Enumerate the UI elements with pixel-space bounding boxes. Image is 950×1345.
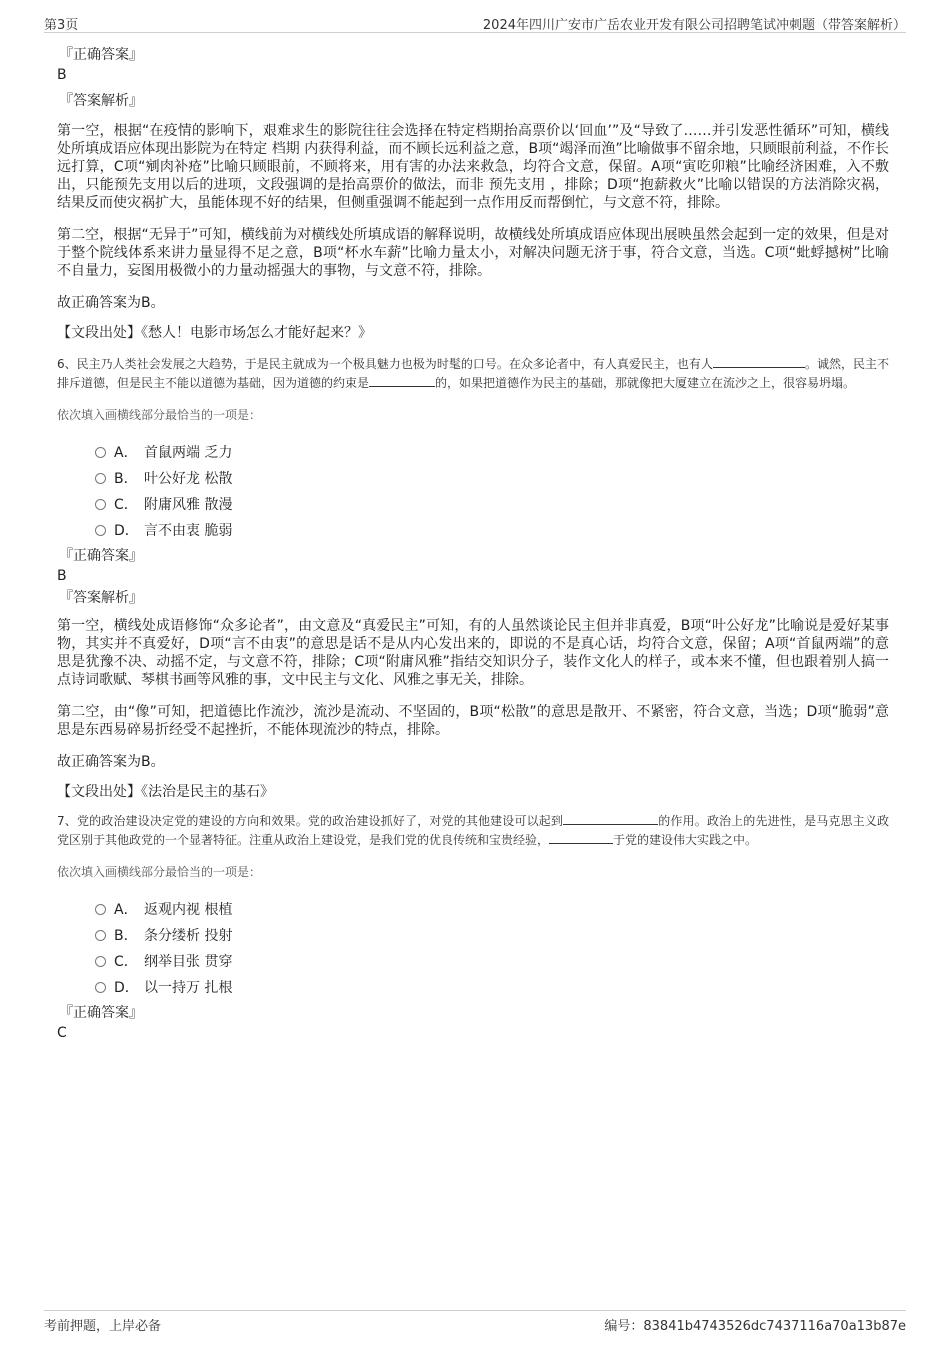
source-title: 《愁人！电影市场怎么才能好起来？》 <box>141 325 372 341</box>
radio-button[interactable] <box>95 982 106 993</box>
q5-source <box>57 323 889 343</box>
q5-analysis-paragraph: 第一空，根据“在疫情的影响下，艰难求生的影院往往会选择在特定档期抬高票价以‘回血’”及“导致了……并引发恶性循环”可知，横线处所填成语应体现出影院为在特定 档期 内获得利益，而不顾长远利益之意，B项“竭泽而渔”比喻做事不留余地，只顾眼前利益，不作长远打算，C项“剜肉补疮”比喻只顾眼前，不顾将来，用有害的办法来救急，均符合文意，保留。A项“寅吃卯粮”比喻经济困难，入不敷出，只能预先支用以后的进项，文段强调的是抬高票价的做法，而非 预先支用 ，排除；D项“抱薪救火”比喻以错误的方法消除灾祸，结果反而使灾祸扩大，虽能体现不好的结果，但侧重强调不能起到一点作用反而帮倒忙，与文意不符，排除。 <box>57 123 889 211</box>
footer-slogan: 考前押题，上岸必备 <box>44 1319 162 1334</box>
q5-conclusion: 故正确答案为B。 <box>57 295 165 311</box>
page-footer <box>44 1310 906 1333</box>
q7-option-d[interactable]: D． 以一持万 扎根 <box>95 975 889 1001</box>
q6-option-b[interactable]: B． 叶公好龙 松散 <box>95 466 889 492</box>
radio-button[interactable] <box>95 930 106 941</box>
page-content <box>57 45 889 1043</box>
q6-answer-letter: B <box>57 568 67 584</box>
document-title: 2024年四川广安市广岳农业开发有限公司招聘笔试冲刺题（带答案解析） <box>482 18 906 33</box>
q7-option-a[interactable]: A． 返观内视 根植 <box>95 897 889 923</box>
q7-option-b[interactable]: B． 条分缕析 投射 <box>95 923 889 949</box>
q5-answer-letter: B <box>57 67 67 83</box>
q6-source <box>57 782 889 802</box>
radio-button[interactable] <box>95 447 106 458</box>
q6-analysis-label: 『答案解析』 <box>59 590 143 606</box>
q6-option-d[interactable]: D． 言不由衷 脆弱 <box>95 518 889 544</box>
q6-analysis-paragraph: 第一空，横线处成语修饰“众多论者”，由文意及“真爱民主”可知，有的人虽然谈论民主但并非真爱，B项“叶公好龙”比喻说是爱好某事物，其实并不真爱好，D项“言不由衷”的意思是话不是从内心发出来的，即说的不是真心话，均符合文意，保留；A项“首鼠两端”的意思是犹豫不决、动摇不定，与文意不符，排除；C项“附庸风雅”指结交知识分子，装作文化人的样子，或本来不懂，但也跟着别人搞一点诗词歌赋、琴棋书画等风雅的事，文中民主与文化、风雅之事无关，排除。 <box>57 618 889 688</box>
q6-options <box>95 440 889 544</box>
radio-button[interactable] <box>95 499 106 510</box>
q6-blank-2 <box>369 374 435 387</box>
q6-option-c[interactable]: C． 附庸风雅 散漫 <box>95 492 889 518</box>
page-header <box>44 12 906 33</box>
source-label: 【文段出处】 <box>57 325 141 341</box>
q6-blank-1 <box>713 355 805 368</box>
q7-correct-answer-label: 『正确答案』 <box>59 1005 143 1021</box>
q7-options <box>95 897 889 1001</box>
q7-blank-2 <box>549 831 613 844</box>
q6-correct-answer-label: 『正确答案』 <box>59 548 143 564</box>
q6-option-a[interactable]: A． 首鼠两端 乏力 <box>95 440 889 466</box>
radio-button[interactable] <box>95 956 106 967</box>
q6-question-text: 6、民主乃人类社会发展之大趋势，于是民主就成为一个极具魅力也极为时髦的口号。在众多论者中，有人真爱民主，也有人 。诚然，民主不排斥道德，但是民主不能以道德为基础，因为道德的约束是 的，如果把道德作为民主的基础，那就像把大厦建立在流沙之上，很容易坍塌。 <box>57 357 889 390</box>
q6-conclusion: 故正确答案为B。 <box>57 754 165 770</box>
q6-instruction: 依次填入画横线部分最恰当的一项是： <box>57 408 262 422</box>
q7-option-c[interactable]: C． 纲举目张 贯穿 <box>95 949 889 975</box>
q5-correct-answer-label: 『正确答案』 <box>59 47 143 63</box>
source-title: 《法治是民主的基石》 <box>141 784 274 800</box>
radio-button[interactable] <box>95 525 106 536</box>
page-number: 第3页 <box>44 18 79 33</box>
q5-analysis-label: 『答案解析』 <box>59 93 143 109</box>
q7-blank-1 <box>563 812 658 825</box>
q5-analysis-paragraph: 第二空，根据“无异于”可知，横线前为对横线处所填成语的解释说明，故横线处所填成语应体现出展映虽然会起到一定的效果，但是对于整个院线体系来讲力量显得不足之意，B项“杯水车薪”比喻力量太小，对解决问题无济于事，符合文意，当选。C项“蚍蜉撼树”比喻不自量力，妄图用极微小的力量动摇强大的事物，与文意不符，排除。 <box>57 227 889 279</box>
source-label: 【文段出处】 <box>57 784 141 800</box>
radio-button[interactable] <box>95 473 106 484</box>
q7-answer-letter: C <box>57 1025 67 1041</box>
q7-instruction: 依次填入画横线部分最恰当的一项是： <box>57 865 262 879</box>
q6-analysis-paragraph: 第二空，由“像”可知，把道德比作流沙，流沙是流动、不坚固的，B项“松散”的意思是散开、不紧密，符合文意，当选；D项“脆弱”意思是东西易碎易折经受不起挫折，不能体现流沙的特点，排除。 <box>57 704 889 738</box>
q7-question-text: 7、党的政治建设决定党的建设的方向和效果。党的政治建设抓好了，对党的其他建设可以起到 的作用。政治上的先进性，是马克思主义政党区别于其他政党的一个显著特征。注重从政治上建设党，是我们党的优良传统和宝贵经验， 于党的建设伟大实践之中。 <box>57 814 889 847</box>
document-serial-number: 编号：83841b4743526dc7437116a70a13b87e <box>604 1319 906 1334</box>
radio-button[interactable] <box>95 904 106 915</box>
